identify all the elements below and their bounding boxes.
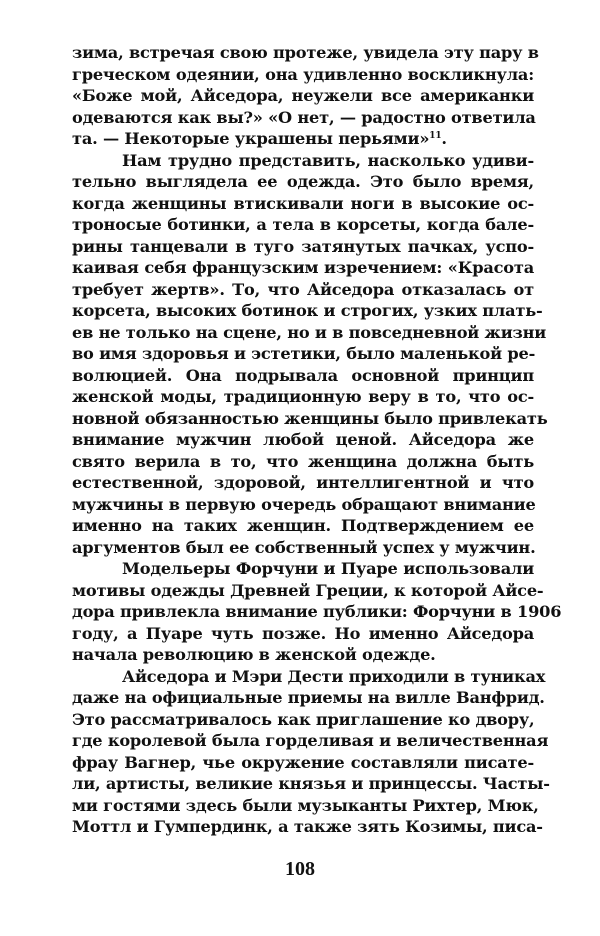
- line-text: зима, встречая свою протеже, увидела эту пару в: [72, 43, 539, 62]
- text-line: [72, 773, 550, 795]
- line-text: ми гостями здесь были музыканты Рихтер, Мюк,: [72, 795, 539, 815]
- line-text: дора привлекла внимание публики: Форчуни в 1906: [72, 602, 562, 621]
- text-line: [72, 365, 534, 387]
- text-line: [72, 128, 534, 150]
- text-line: [72, 279, 534, 301]
- line-text: мужчины в первую очередь обращают внимание: [72, 494, 536, 514]
- line-text: именно на таких женщин. Подтверждением ее: [72, 516, 534, 535]
- line-text: ев не только на сцене, но и в повседневной жизни: [72, 322, 547, 342]
- line-text: году, а Пуаре чуть позже. Но именно Айседора: [72, 623, 534, 643]
- line-text: корсета, высоких ботинок и строгих, узких плать-: [72, 301, 543, 320]
- text-line: [72, 408, 548, 430]
- line-text: одеваются как вы?» «О нет, — радостно ответила: [72, 107, 536, 127]
- line-text: женской моды, традиционную веру в то, что ос-: [72, 387, 534, 406]
- line-text: волюцией. Она подрывала основной принцип: [72, 365, 534, 385]
- text-line: [72, 515, 534, 537]
- line-text: тельно выглядела ее одежда. Это было время,: [72, 172, 534, 191]
- line-text: Модельеры Форчуни и Пуаре использовали: [122, 559, 534, 578]
- footnote-ref: 11: [429, 131, 442, 141]
- line-text: каивая себя французским изречением: «Красота: [72, 258, 534, 277]
- text-line: [72, 257, 534, 279]
- text-line: [72, 171, 534, 193]
- line-text: троносые ботинки, а тела в корсеты, когда бале-: [72, 215, 534, 234]
- text-line: [72, 150, 534, 172]
- text-line: [72, 558, 534, 580]
- text-line: [72, 386, 534, 408]
- line-text: мотивы одежды Древней Греции, к которой Айсе-: [72, 580, 544, 600]
- text-line: [72, 752, 534, 774]
- text-line: [72, 429, 534, 451]
- text-line: [72, 42, 539, 64]
- text-line: [72, 322, 547, 344]
- line-text: во имя здоровья и эстетики, было маленькой ре-: [72, 344, 536, 363]
- text-line: [72, 300, 543, 322]
- text-line: [72, 236, 534, 258]
- line-text: начала революцию в женской одежде.: [72, 645, 436, 664]
- text-line: [72, 472, 534, 494]
- line-text: Нам трудно представить, насколько удиви-: [122, 150, 534, 170]
- text-line: [72, 730, 549, 752]
- line-text: греческом одеянии, она удивленно воскликнула:: [72, 64, 534, 84]
- line-text: новной обязанностью женщины было привлекать: [72, 408, 548, 428]
- line-text: рины танцевали в туго затянутых пачках, успо-: [72, 236, 534, 256]
- line-text: требует жертв». То, что Айседора отказалась от: [72, 279, 534, 299]
- text-line: [72, 451, 534, 473]
- line-text: Айседора и Мэри Дести приходили в туниках: [122, 666, 546, 686]
- text-line: [72, 494, 534, 516]
- text-line: [72, 580, 544, 602]
- text-line: [72, 623, 534, 645]
- text-line: [72, 601, 562, 623]
- page-number: 108: [285, 858, 315, 880]
- line-text: где королевой была горделивая и величественная: [72, 731, 549, 750]
- text-line: [72, 709, 534, 731]
- text-line: [72, 687, 545, 709]
- text-line: [72, 644, 534, 666]
- line-text: ли, артисты, великие князья и принцессы. Часты-: [72, 774, 550, 793]
- line-text: когда женщины втискивали ноги в высокие ос-: [72, 193, 534, 213]
- text-line: [72, 64, 534, 86]
- text-line: [72, 107, 534, 129]
- line-text: Это рассматривалось как приглашение ко двору,: [72, 709, 535, 729]
- line-text: фрау Вагнер, чье окружение составляли писате-: [72, 752, 534, 772]
- line-text: даже на официальные приемы на вилле Ванфрид.: [72, 688, 545, 707]
- line-text: внимание мужчин любой ценой. Айседора же: [72, 430, 534, 449]
- line-tail: .: [441, 129, 447, 148]
- page-body-text: [72, 42, 562, 838]
- text-line: [72, 214, 534, 236]
- text-line: [72, 795, 539, 817]
- line-text: Моттл и Гумпердинк, а также зять Козимы, писа-: [72, 817, 543, 836]
- text-line: [72, 85, 534, 107]
- line-text: аргументов был ее собственный успех у мужчин.: [72, 537, 536, 557]
- line-text: свято верила в то, что женщина должна быть: [72, 451, 534, 471]
- text-line: [72, 816, 543, 838]
- text-line: [72, 343, 534, 365]
- text-line: [72, 537, 534, 559]
- line-text: естественной, здоровой, интеллигентной и что: [72, 473, 534, 492]
- line-text: та. — Некоторые украшены перьями»: [72, 129, 430, 148]
- line-text: «Боже мой, Айседора, неужели все американки: [72, 86, 534, 105]
- text-line: [72, 193, 534, 215]
- text-line: [72, 666, 546, 688]
